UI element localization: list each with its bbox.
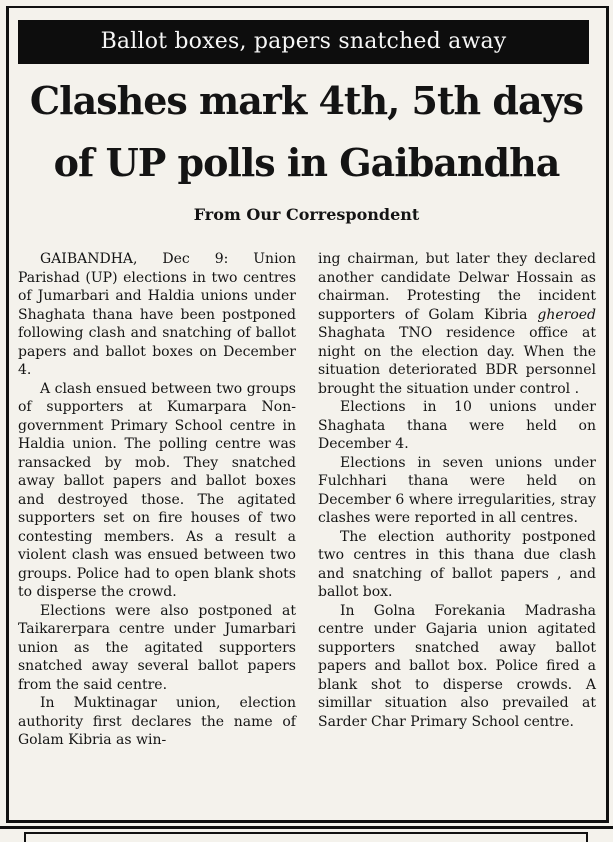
headline-line-2: of UP polls in Gaibandha [53, 140, 560, 185]
headline-line-1: Clashes mark 4th, 5th days [29, 78, 584, 123]
kicker-banner: Ballot boxes, papers snatched away [18, 20, 589, 64]
headline [10, 70, 603, 194]
paragraph-continued: ing chairman, but later they declared another candidate Delwar Hossain as chairman. Protesting the incident supporters of Golam Kibria gheroed Shaghata TNO residence office at night on the election day. When the situation deteriorated BDR personnel brought the situation under control . [318, 251, 596, 397]
italic-term: gheroed [537, 306, 596, 323]
paragraph: A clash ensued between two groups of supporters at Kumarpara Non-government Primary School centre in Haldia union. The polling centre was ransacked by mob. They snatched away ballot papers and ballot boxes and destroyed those. The agitated supporters set on fire houses of two contesting members. As a result a violent clash was ensued between two groups. Police had to open blank shots to disperse the crowd. [18, 380, 296, 600]
paragraph: In Muktinagar union, election authority first declares the name of Golam Kibria as win- [18, 695, 296, 748]
divider [0, 826, 613, 829]
paragraph: GAIBANDHA, Dec 9: Union Parishad (UP) elections in two centres of Jumarbari and Haldia unions under Shaghata thana have been postponed following clash and snatching of ballot papers and ballot boxes on December 4. [18, 251, 296, 378]
paragraph: Elections in seven unions under Fulchhari thana were held on December 6 where irregularities, stray clashes were reported in all centres. [318, 454, 596, 526]
paragraph: The election authority postponed two centres in this thana due clash and snatching of ballot papers , and ballot box. [318, 528, 596, 600]
article-column-left [18, 250, 296, 750]
next-article-frame-edge [24, 832, 588, 842]
paragraph: Elections in 10 unions under Shaghata thana were held on December 4. [318, 399, 596, 452]
byline: From Our Correspondent [193, 205, 420, 224]
paragraph: In Golna Forekania Madrasha centre under Gajaria union agitated supporters snatched away ballot papers and ballot box. Police fired a blank shot to disperse crowds. A simillar situation also prevailed at Sarder Char Primary School centre. [318, 602, 596, 730]
article-column-right [318, 250, 596, 731]
paragraph: Elections were also postponed at Taikarerpara centre under Jumarbari union as the agitated supporters snatched away several ballot papers from the said centre. [18, 602, 296, 693]
